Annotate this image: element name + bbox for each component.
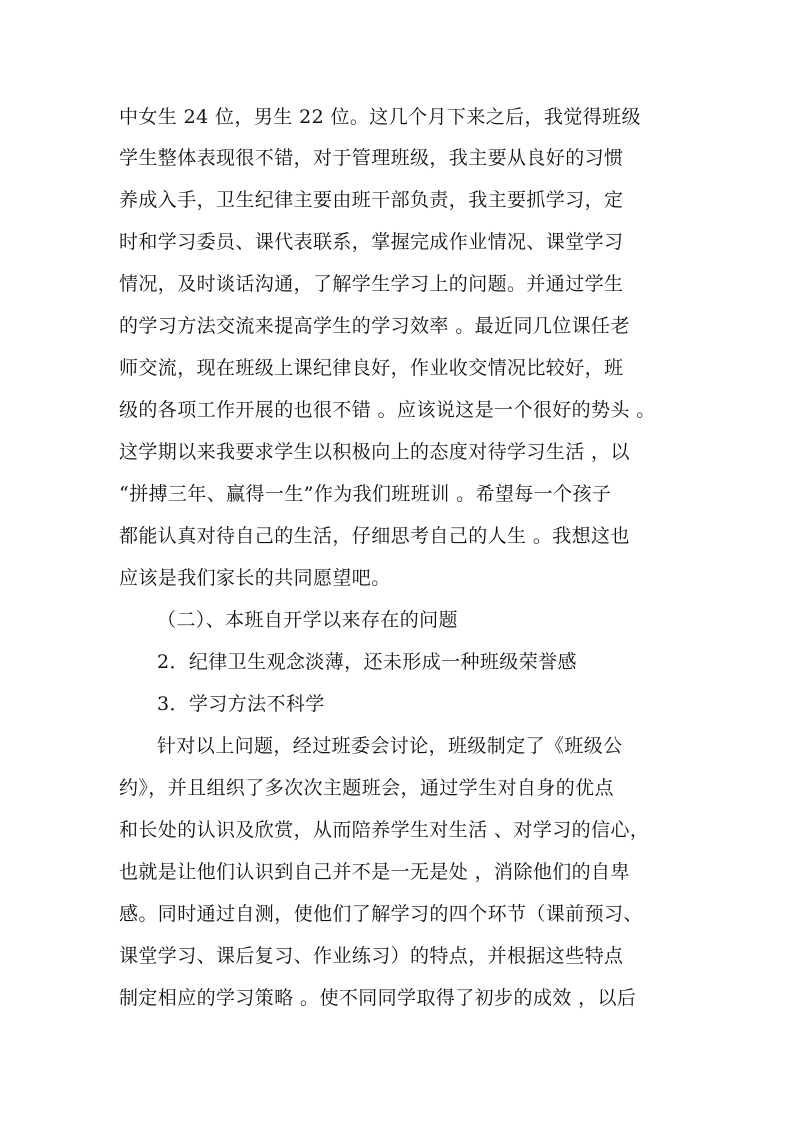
paragraph-line: 养成入手，卫生纪律主要由班干部负责，我主要抓学习，定: [119, 189, 624, 211]
paragraph-line: 针对以上问题，经过班委会讨论，班级制定了《班级公: [157, 735, 623, 757]
paragraph-line: 应该是我们家长的共同愿望吧。: [119, 567, 391, 589]
paragraph-line: 也就是让他们认识到自己并不是一无是处 ，消除他们的自卑: [119, 861, 630, 883]
paragraph-line: 这学期以来我要求学生以积极向上的态度对待学习生活 ，以: [119, 441, 630, 463]
section-heading: （二）、本班自开学以来存在的问题: [157, 609, 458, 631]
paragraph-line: 学生整体表现很不错，对于管理班级，我主要从良好的习惯: [119, 147, 624, 169]
paragraph-line: 约》，并且组织了多次次主题班会，通过学生对自身的优点: [119, 777, 614, 799]
paragraph-line: 的学习方法交流来提高学生的学习效率 。最近同几位课任老: [119, 315, 630, 337]
paragraph-line: 制定相应的学习策略 。使不同同学取得了初步的成效 ，以后: [119, 987, 637, 1009]
paragraph-line: 感。同时通过自测，使他们了解学习的四个环节（课前预习、: [119, 903, 643, 925]
paragraph-line: 情况，及时谈话沟通，了解学生学习上的问题。并通过学生: [119, 273, 624, 295]
paragraph-line: 和长处的认识及欣赏，从而陪养学生对生活 、对学习的信心，: [119, 819, 650, 841]
list-item: 3．学习方法不科学: [157, 693, 325, 715]
list-item: 2．纪律卫生观念淡薄，还未形成一种班级荣誉感: [157, 651, 577, 673]
paragraph-line: 时和学习委员、课代表联系，掌握完成作业情况、课堂学习: [119, 231, 624, 253]
paragraph-line: 师交流，现在班级上课纪律良好，作业收交情况比较好，班: [119, 357, 624, 379]
paragraph-line: 级的各项工作开展的也很不错 。应该说这是一个很好的势头 。: [119, 399, 656, 421]
paragraph-line: 都能认真对待自己的生活，仔细思考自己的人生 。我想这也: [119, 525, 630, 547]
paragraph-line: 中女生 24 位，男生 22 位。这几个月下来之后，我觉得班级: [119, 106, 641, 128]
paragraph-line: 课堂学习、课后复习、作业练习）的特点，并根据这些特点: [119, 945, 624, 967]
paragraph-line: “拼搏三年、赢得一生”作为我们班班训 。希望每一个孩子: [119, 483, 612, 505]
